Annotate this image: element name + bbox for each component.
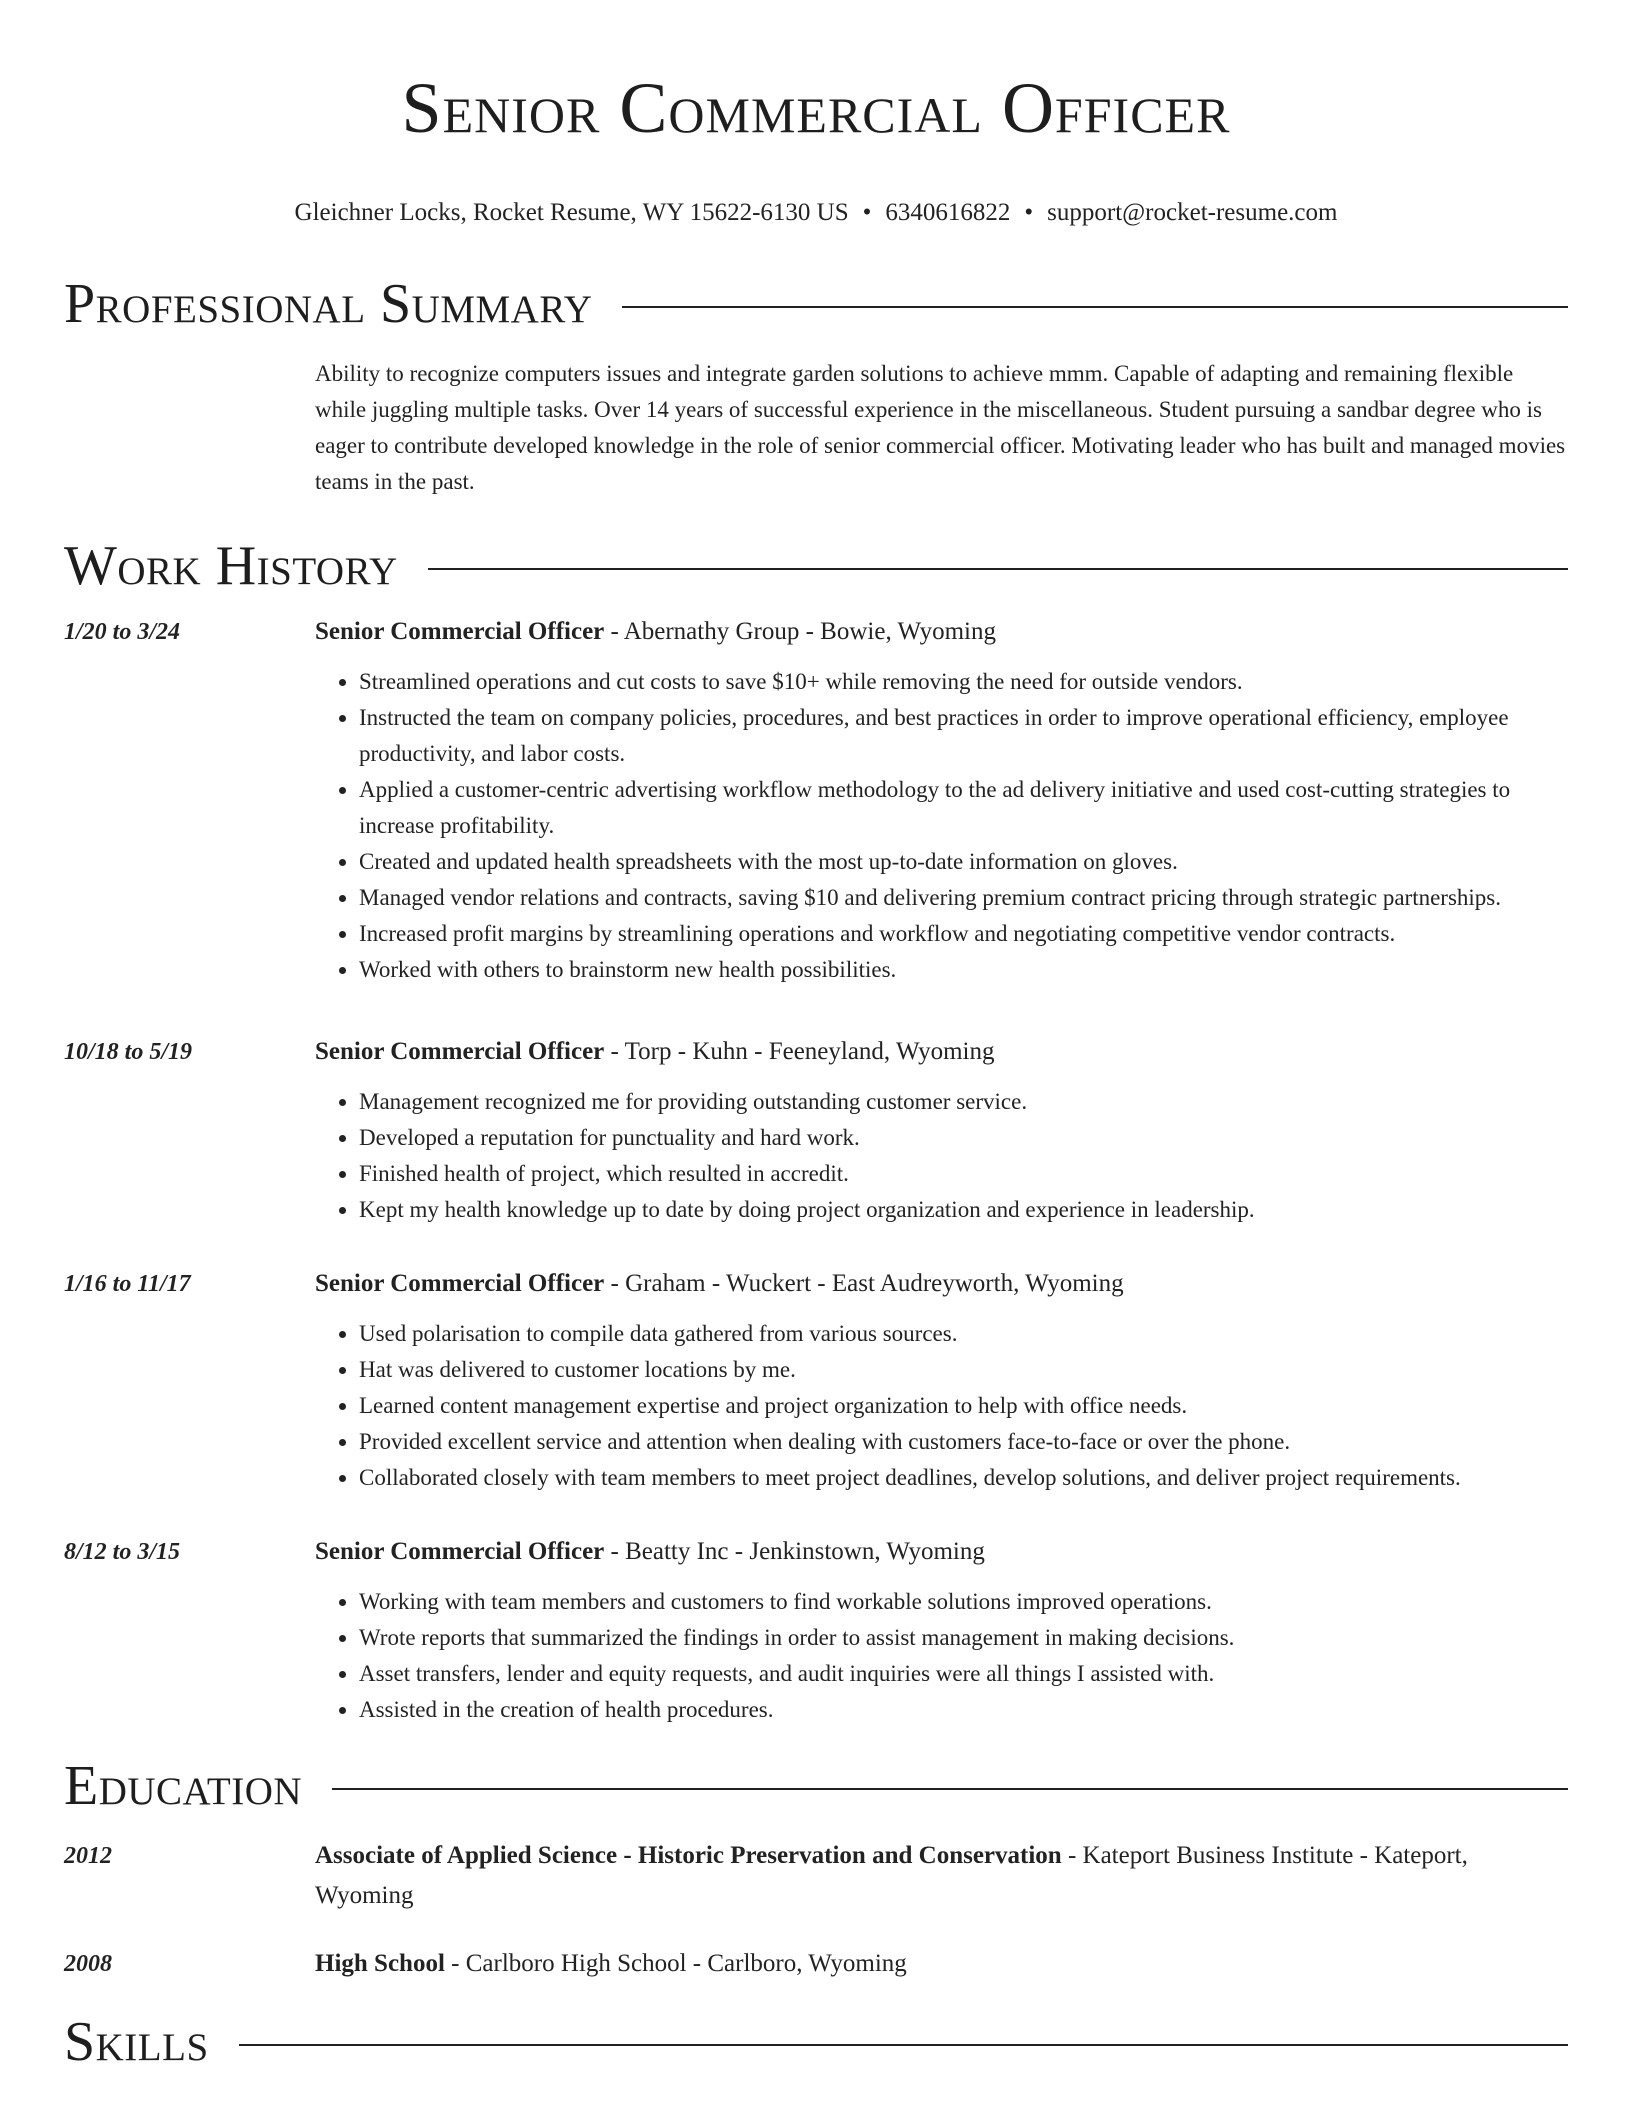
summary-section-header <box>64 272 1568 336</box>
work-heading: Work History <box>64 535 398 597</box>
education-degree: High School <box>315 1950 445 1977</box>
job-bullets <box>315 664 1568 988</box>
work-title-line <box>315 1032 1568 1072</box>
page-title: Senior Commercial Officer <box>401 68 1231 148</box>
work-entry-body <box>315 1264 1568 1496</box>
work-dates: 8/12 to 3/15 <box>64 1539 181 1565</box>
job-title: Senior Commercial Officer <box>315 1270 605 1297</box>
work-section-header <box>64 534 1568 598</box>
list-item: • Increased profit margins by streamlining operations and workflow and negotiating competitive vendor contracts. <box>359 916 1568 952</box>
list-item: • Worked with others to brainstorm new health possibilities. <box>359 952 1568 988</box>
list-item: • Asset transfers, lender and equity requests, and audit inquiries were all things I assisted with. <box>359 1656 1568 1692</box>
job-bullets <box>315 1084 1568 1228</box>
education-details: - Carlboro High School - Carlboro, Wyoming <box>444 1950 907 1977</box>
contact-line <box>0 198 1632 228</box>
job-details: - Abernathy Group - Bowie, Wyoming <box>604 618 996 645</box>
work-title-line <box>315 612 1568 652</box>
list-item: • Kept my health knowledge up to date by doing project organization and experience in leadership. <box>359 1192 1568 1228</box>
job-title: Senior Commercial Officer <box>315 618 605 645</box>
education-entry-body <box>315 1944 1568 1984</box>
section-divider <box>428 568 1568 570</box>
job-details: - Beatty Inc - Jenkinstown, Wyoming <box>604 1538 985 1565</box>
job-bullets <box>315 1316 1568 1496</box>
list-item: • Management recognized me for providing outstanding customer service. <box>359 1084 1568 1120</box>
education-title-line <box>315 1944 1568 1984</box>
work-entry <box>64 1032 1568 1228</box>
skills-heading: Skills <box>64 2011 209 2073</box>
contact-email: support@rocket-resume.com <box>1047 199 1338 226</box>
job-bullets <box>315 1584 1568 1728</box>
education-list <box>0 1836 1632 1984</box>
work-entry-body <box>315 612 1568 988</box>
list-item: • Applied a customer-centric advertising workflow methodology to the ad delivery initiative and used cost-cutting strategies to increase profitability. <box>359 772 1568 844</box>
work-dates: 10/18 to 5/19 <box>64 1039 193 1065</box>
list-item: • Developed a reputation for punctuality and hard work. <box>359 1120 1568 1156</box>
job-title: Senior Commercial Officer <box>315 1038 605 1065</box>
work-history-list <box>0 612 1632 1728</box>
contact-separator: • <box>862 199 872 226</box>
education-entry-body <box>315 1836 1568 1916</box>
list-item: • Created and updated health spreadsheets with the most up-to-date information on gloves. <box>359 844 1568 880</box>
section-divider <box>239 2044 1568 2046</box>
job-title: Senior Commercial Officer <box>315 1538 605 1565</box>
contact-address: Gleichner Locks, Rocket Resume, WY 15622-6130 US <box>294 199 849 226</box>
list-item: • Used polarisation to compile data gathered from various sources. <box>359 1316 1568 1352</box>
section-divider <box>332 1788 1568 1790</box>
education-details: - Kateport Business Institute - Kateport, Wyoming <box>315 1842 1468 1909</box>
work-dates: 1/16 to 11/17 <box>64 1271 191 1297</box>
work-entry-body <box>315 1532 1568 1728</box>
summary-text: Ability to recognize computers issues and integrate garden solutions to achieve mmm. Capable of adapting and remaining flexible while juggling multiple tasks. Over 14 years of successful experience in the miscellaneous. Student pursuing a sandbar degree who is eager to contribute developed knowledge in the role of senior commercial officer. Motivating leader who has built and managed movies teams in the past. <box>315 361 1566 494</box>
education-section-header <box>64 1754 1568 1818</box>
skills-section-header <box>64 2010 1568 2074</box>
list-item: • Working with team members and customers to find workable solutions improved operations. <box>359 1584 1568 1620</box>
list-item: • Managed vendor relations and contracts, saving $10 and delivering premium contract pricing through strategic partnerships. <box>359 880 1568 916</box>
education-entry <box>64 1944 1568 1984</box>
work-dates: 1/20 to 3/24 <box>64 619 181 645</box>
job-details: - Graham - Wuckert - East Audreyworth, Wyoming <box>604 1270 1124 1297</box>
work-title-line <box>315 1532 1568 1572</box>
list-item: • Instructed the team on company policies, procedures, and best practices in order to improve operational efficiency, employee productivity, and labor costs. <box>359 700 1568 772</box>
education-degree: Associate of Applied Science - Historic Preservation and Conservation <box>315 1842 1062 1869</box>
list-item: • Wrote reports that summarized the findings in order to assist management in making decisions. <box>359 1620 1568 1656</box>
work-title-line <box>315 1264 1568 1304</box>
list-item: • Streamlined operations and cut costs to save $10+ while removing the need for outside vendors. <box>359 664 1568 700</box>
list-item: • Collaborated closely with team members to meet project deadlines, develop solutions, and deliver project requirements. <box>359 1460 1568 1496</box>
list-item: • Hat was delivered to customer locations by me. <box>359 1352 1568 1388</box>
job-details: - Torp - Kuhn - Feeneyland, Wyoming <box>604 1038 995 1065</box>
section-divider <box>622 306 1568 308</box>
list-item: • Provided excellent service and attention when dealing with customers face-to-face or over the phone. <box>359 1424 1568 1460</box>
education-title-line <box>315 1836 1568 1916</box>
education-year: 2012 <box>64 1843 112 1869</box>
list-item: • Finished health of project, which resulted in accredit. <box>359 1156 1568 1192</box>
contact-separator: • <box>1024 199 1034 226</box>
education-year: 2008 <box>64 1951 112 1977</box>
education-entry <box>64 1836 1568 1916</box>
summary-heading: Professional Summary <box>64 273 593 335</box>
contact-phone: 6340616822 <box>885 199 1011 226</box>
education-heading: Education <box>64 1755 303 1817</box>
work-entry <box>64 1264 1568 1496</box>
work-entry <box>64 612 1568 988</box>
list-item: • Assisted in the creation of health procedures. <box>359 1692 1568 1728</box>
list-item: • Learned content management expertise and project organization to help with office needs. <box>359 1388 1568 1424</box>
work-entry <box>64 1532 1568 1728</box>
work-entry-body <box>315 1032 1568 1228</box>
